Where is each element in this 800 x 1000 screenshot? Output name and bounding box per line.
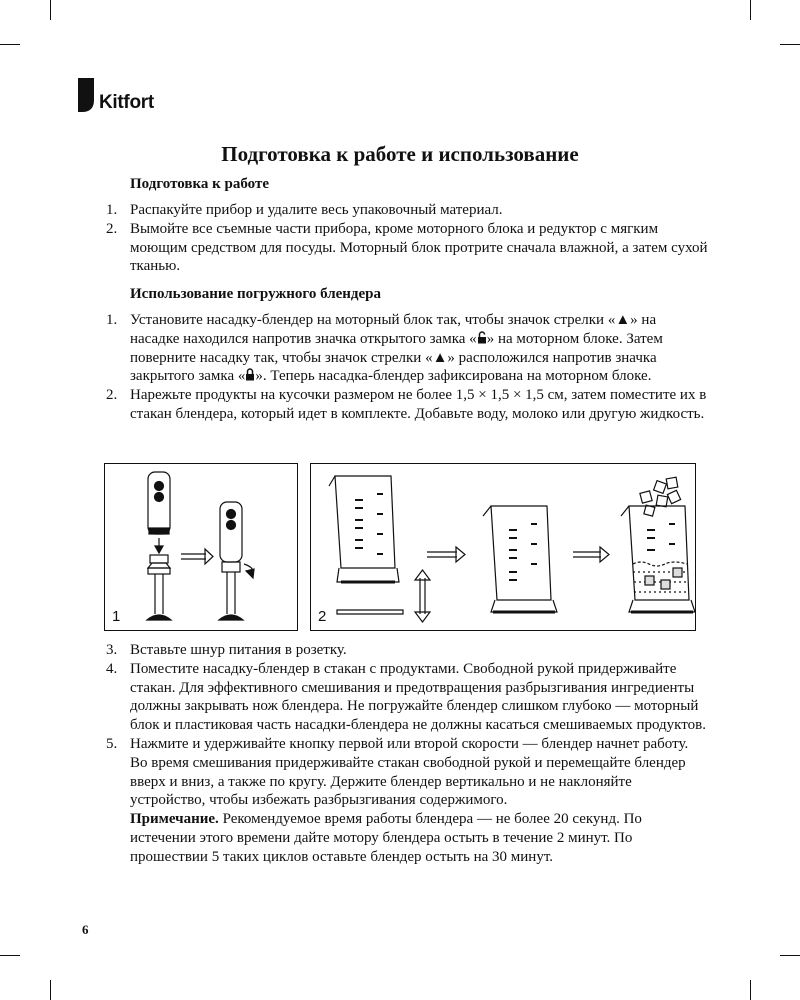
crop-mark <box>780 44 800 45</box>
note-label: Примечание. <box>130 811 219 828</box>
lock-icon <box>245 368 255 381</box>
page-number: 6 <box>82 922 89 937</box>
list-item-text: Вымойте все съемные части прибора, кроме моторного блока и редуктор с мягким моющим средством для посуды. Моторный блок протрите сначала влажной, а затем сухой тканью. <box>130 220 708 275</box>
list-item <box>96 201 708 220</box>
page-title: Подготовка к работе и использование <box>221 142 579 166</box>
usage-list-continued <box>96 641 708 867</box>
note <box>130 810 708 866</box>
crop-mark <box>780 955 800 956</box>
crop-mark <box>750 0 751 20</box>
crop-mark <box>50 980 51 1000</box>
list-number: 2. <box>106 220 118 237</box>
list-number: 2. <box>106 387 118 404</box>
figure-1 <box>104 463 298 631</box>
list-number: 1. <box>106 202 118 218</box>
list-item <box>96 660 708 735</box>
blender-assembly-illustration <box>105 464 297 630</box>
list-number: 5. <box>106 735 118 752</box>
usage-list <box>96 311 708 424</box>
list-item-text: » на моторном блоке. Затем поверните насадку так, чтобы значок стрелки «▲» расположился напротив значка закрытого замка « <box>130 330 663 385</box>
list-item <box>96 735 708 867</box>
list-item <box>96 641 708 660</box>
figure-number: 2 <box>318 608 327 625</box>
unlock-icon <box>477 331 487 344</box>
list-number: 1. <box>106 312 118 328</box>
list-item-text: Распакуйте прибор и удалите весь упаковочный материал. <box>130 202 503 218</box>
list-item-text: ». Теперь насадка-блендер зафиксирована на моторном блоке. <box>255 368 652 385</box>
preparation-list <box>96 201 708 276</box>
list-item-text: Нажмите и удерживайте кнопку первой или второй скорости — блендер начнет работу. Во время смешивания придерживайте стакан свободной рукой и перемещайте блендер вверх и вниз, а также по кругу. Держите блендер вертикально и не наклоняйте устройство, чтобы избежать разбрызгивания содержимого. <box>130 735 689 809</box>
list-item-text: Нарежьте продукты на кусочки размером не более 1,5 × 1,5 × 1,5 см, затем поместите их в стакан блендера, который идет в комплекте. Добавьте воду, молоко или другую жидкость. <box>130 387 707 422</box>
section-heading-preparation: Подготовка к работе <box>130 176 269 192</box>
list-item <box>96 386 708 424</box>
list-item-text: Поместите насадку-блендер в стакан с продуктами. Свободной рукой придерживайте стакан. Для эффективного смешивания и предотвращения разбрызгивания ингредиенты должны закрывать нож блендера. Не погружайте блендер слишком глубоко — моторный блок и пластиковая часть насадки-блендера не должны касаться смешиваемых продуктов. <box>130 660 706 734</box>
figure-number: 1 <box>112 608 121 625</box>
jug-filling-illustration <box>311 464 695 630</box>
brand-logo <box>77 76 154 114</box>
crop-mark <box>0 44 20 45</box>
list-item <box>96 220 708 276</box>
crop-mark <box>50 0 51 20</box>
list-number: 4. <box>106 660 118 677</box>
list-item-text: Вставьте шнур питания в розетку. <box>130 642 347 658</box>
crop-mark <box>750 980 751 1000</box>
section-heading-usage: Использование погружного блендера <box>130 286 382 302</box>
list-number: 3. <box>106 642 118 658</box>
crop-mark <box>0 955 20 956</box>
brand-name: Kitfort <box>99 92 154 113</box>
list-item-text: Установите насадку-блендер на моторный блок так, чтобы значок стрелки «▲» на насадке находился напротив значка открытого замка « <box>130 312 657 347</box>
kitfort-logo-icon <box>77 76 95 114</box>
list-item <box>96 311 708 386</box>
figure-2 <box>310 463 696 631</box>
note-text: Рекомендуемое время работы блендера — не более 20 секунд. По истечении этого времени дайте мотору блендера остыть в течение 2 минут. По прошествии 5 таких циклов оставьте блендер остыть на 30 минут. <box>130 811 642 865</box>
